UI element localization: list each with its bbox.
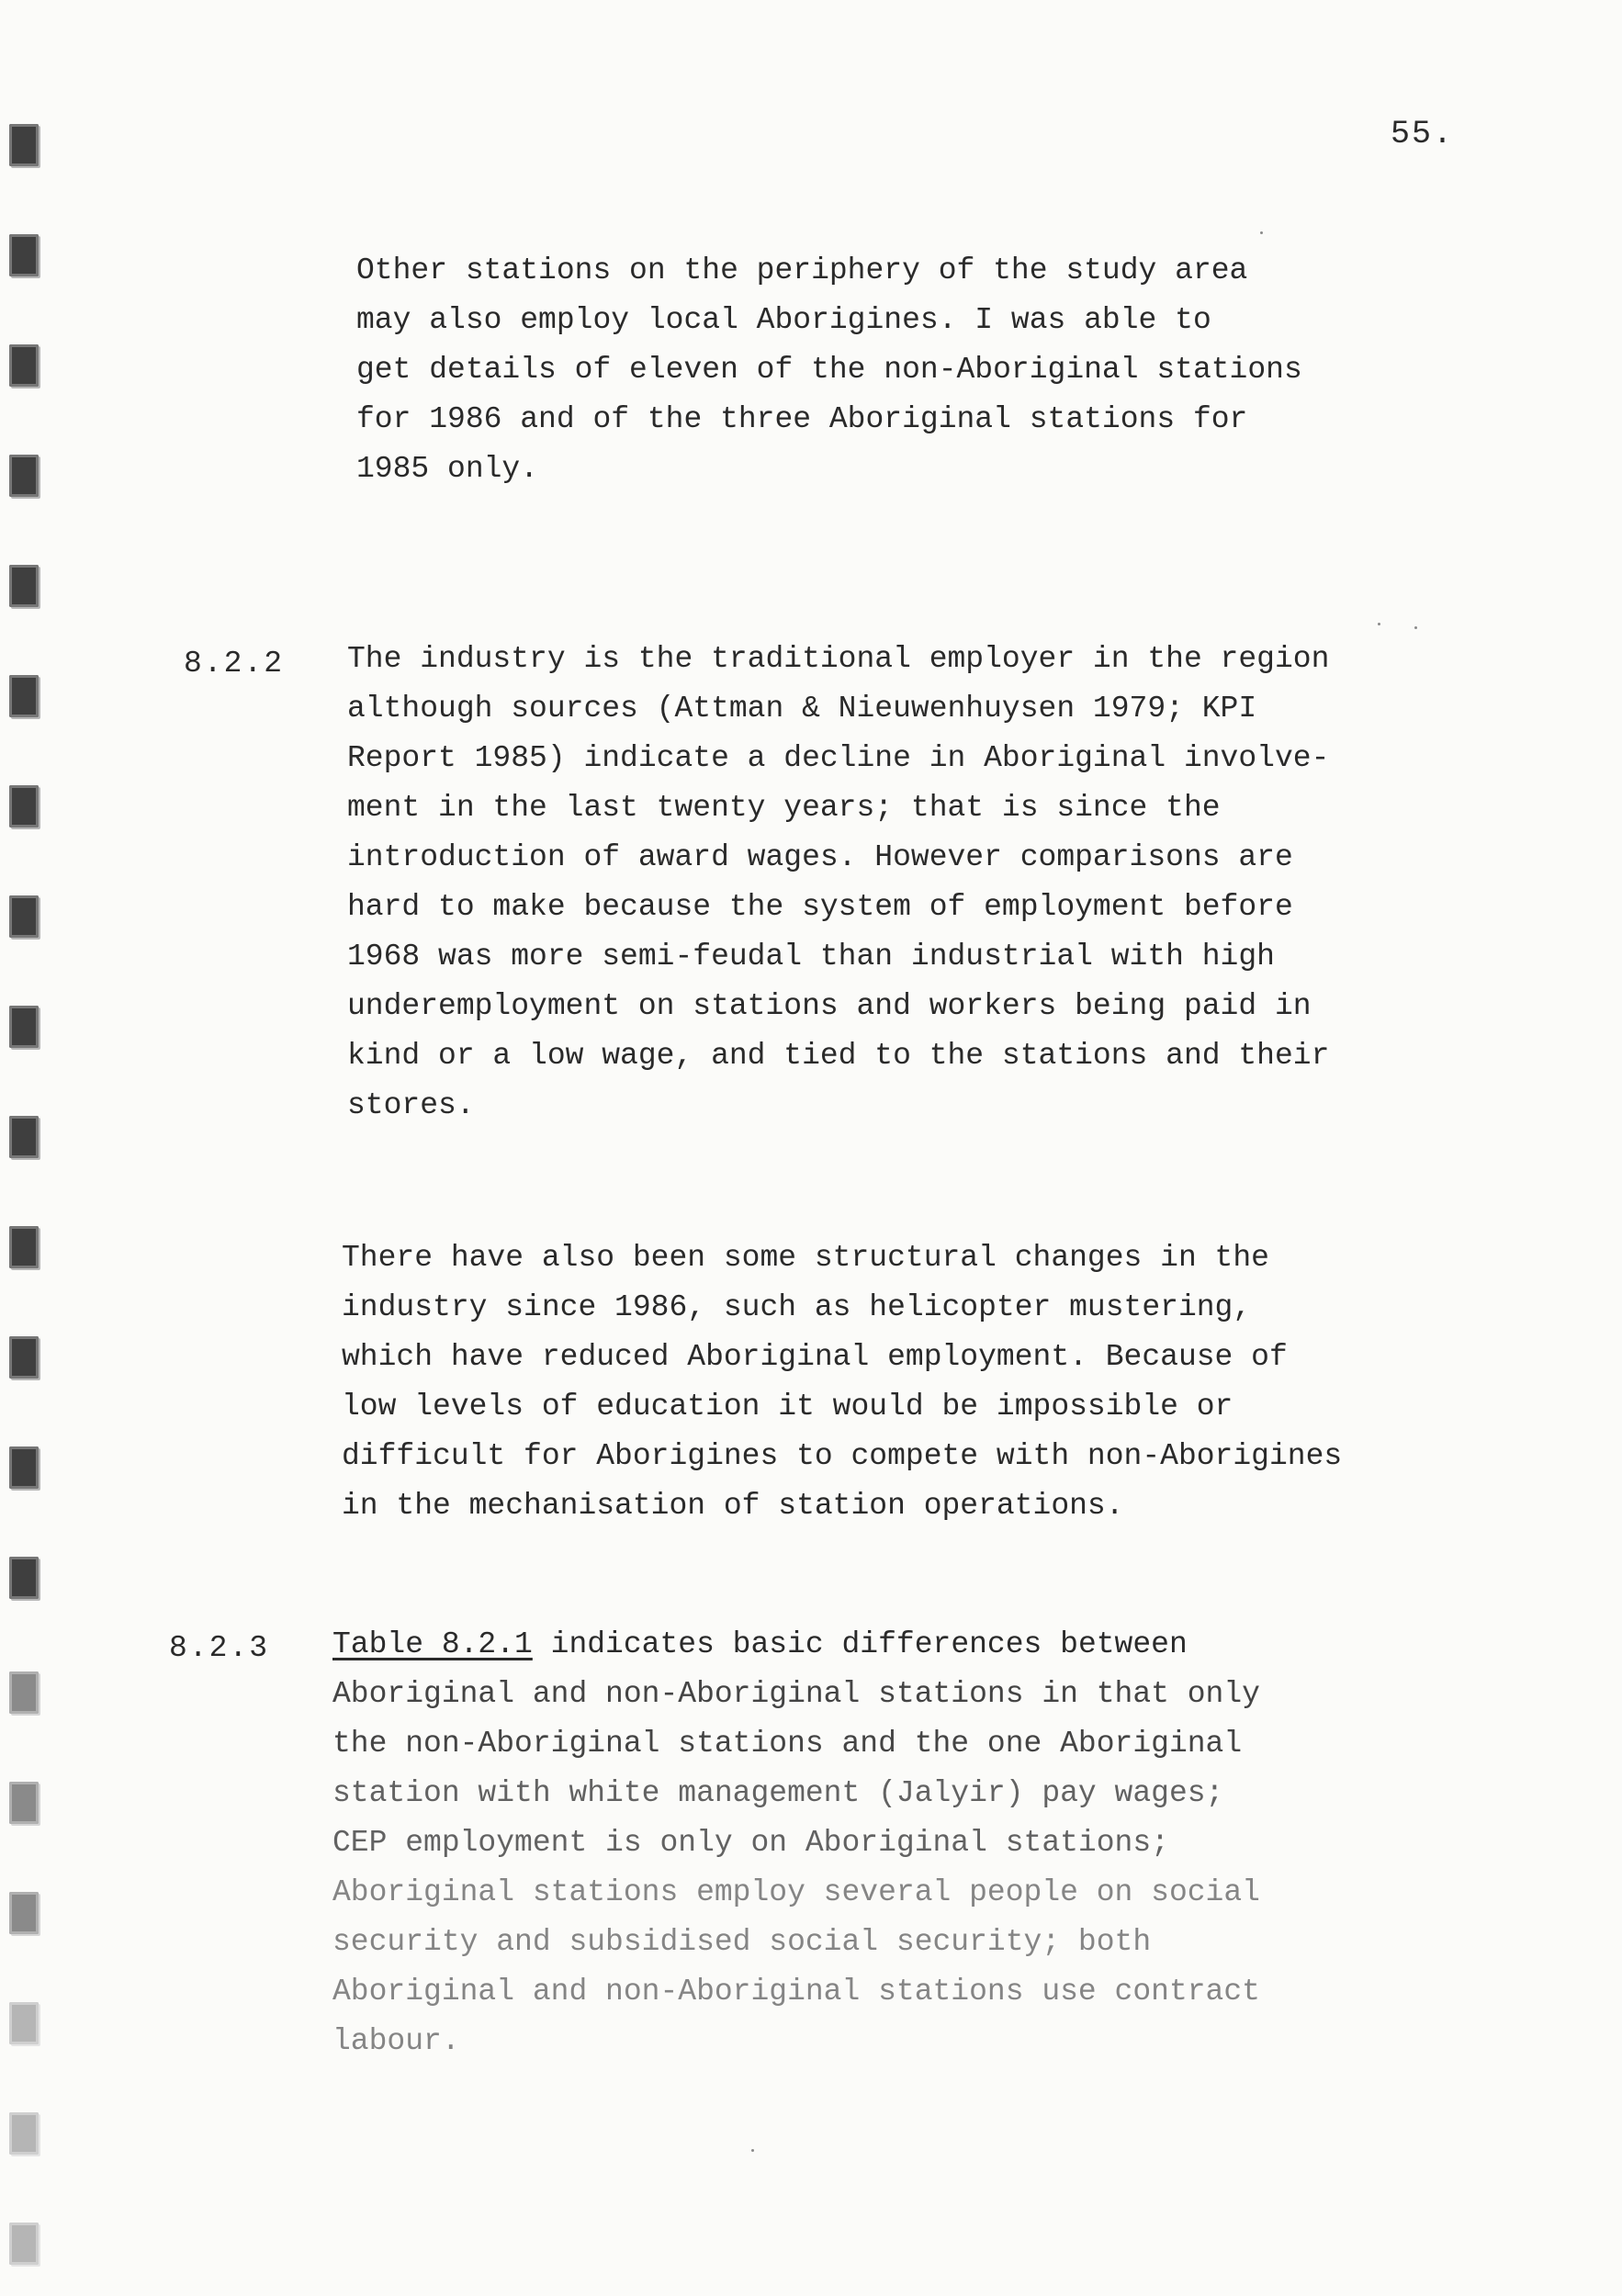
paragraph-line: low levels of education it would be impossible or bbox=[342, 1390, 1233, 1424]
table-reference-sentence: indicates basic differences between bbox=[532, 1627, 1188, 1661]
paragraph-line: industry since 1986, such as helicopter mustering, bbox=[342, 1290, 1252, 1324]
binding-hole bbox=[9, 1782, 39, 1824]
binding-hole bbox=[9, 455, 39, 497]
intro-line: get details of eleven of the non-Aboriginal stations bbox=[356, 353, 1302, 387]
binding-hole bbox=[9, 675, 39, 717]
binding-hole bbox=[9, 1557, 39, 1599]
binding-hole bbox=[9, 1006, 39, 1048]
binding-hole bbox=[9, 344, 39, 387]
paragraph-line: station with white management (Jalyir) pay wages; bbox=[332, 1776, 1224, 1810]
paragraph-line: kind or a low wage, and tied to the stations and their bbox=[347, 1039, 1330, 1073]
binding-hole bbox=[9, 1226, 39, 1268]
scan-speck bbox=[1378, 623, 1380, 625]
binding-hole bbox=[9, 1446, 39, 1489]
intro-line: Other stations on the periphery of the study area bbox=[356, 253, 1248, 287]
paragraph-line: difficult for Aborigines to compete with non-Aborigines bbox=[342, 1439, 1343, 1473]
binding-hole bbox=[9, 785, 39, 827]
paragraph-line: hard to make because the system of employment before bbox=[347, 890, 1293, 924]
binding-hole bbox=[9, 565, 39, 607]
paragraph-line: Report 1985) indicate a decline in Aboriginal involve- bbox=[347, 741, 1330, 775]
paragraph-line: ment in the last twenty years; that is since the bbox=[347, 791, 1221, 825]
binding-hole bbox=[9, 1116, 39, 1158]
scan-speck bbox=[751, 2149, 754, 2152]
section-8-2-2-paragraph-1 bbox=[347, 635, 1468, 1131]
binding-hole bbox=[9, 2112, 39, 2155]
intro-paragraph bbox=[356, 246, 1477, 494]
intro-line: for 1986 and of the three Aboriginal stations for bbox=[356, 402, 1248, 436]
binding-hole bbox=[9, 2223, 39, 2265]
paragraph-line: the non-Aboriginal stations and the one Aboriginal bbox=[332, 1727, 1243, 1761]
section-8-2-2-paragraph-2 bbox=[342, 1233, 1462, 1531]
binding-hole bbox=[9, 1892, 39, 1934]
paragraph-line: labour. bbox=[332, 2024, 460, 2058]
paragraph-line: The industry is the traditional employer in the region bbox=[347, 642, 1330, 676]
paragraph-line: Aboriginal and non-Aboriginal stations use contract bbox=[332, 1975, 1260, 2009]
binding-hole bbox=[9, 2002, 39, 2044]
scan-speck bbox=[1260, 231, 1263, 234]
page-number: 55. bbox=[1391, 116, 1455, 152]
scan-speck bbox=[1414, 626, 1417, 629]
intro-line: may also employ local Aborigines. I was able to bbox=[356, 303, 1211, 337]
binding-hole bbox=[9, 1336, 39, 1379]
paragraph-line: underemployment on stations and workers being paid in bbox=[347, 989, 1312, 1023]
paragraph-line: stores. bbox=[347, 1088, 475, 1122]
paragraph-line: There have also been some structural changes in the bbox=[342, 1241, 1269, 1275]
binding-hole bbox=[9, 895, 39, 938]
paragraph-line: introduction of award wages. However comparisons are bbox=[347, 840, 1293, 874]
section-8-2-3-paragraph bbox=[332, 1620, 1453, 2066]
paragraph-line: Aboriginal and non-Aboriginal stations in that only bbox=[332, 1677, 1260, 1711]
binding-hole bbox=[9, 234, 39, 276]
paragraph-line bbox=[332, 1620, 1453, 1670]
table-reference: Table 8.2.1 bbox=[332, 1627, 533, 1661]
paragraph-line: in the mechanisation of station operations. bbox=[342, 1489, 1124, 1523]
section-number: 8.2.3 bbox=[169, 1631, 270, 1665]
paragraph-line: which have reduced Aboriginal employment. Because of bbox=[342, 1340, 1288, 1374]
paragraph-line: CEP employment is only on Aboriginal stations; bbox=[332, 1826, 1169, 1860]
paragraph-line: security and subsidised social security; both bbox=[332, 1925, 1152, 1959]
intro-line: 1985 only. bbox=[356, 452, 539, 486]
paragraph-line: Aboriginal stations employ several people on social bbox=[332, 1875, 1260, 1909]
section-number: 8.2.2 bbox=[184, 647, 285, 681]
binding-hole bbox=[9, 124, 39, 166]
binding-holes bbox=[6, 0, 48, 2296]
binding-hole bbox=[9, 1671, 39, 1714]
paragraph-line: 1968 was more semi-feudal than industrial with high bbox=[347, 940, 1275, 974]
paragraph-line: although sources (Attman & Nieuwenhuysen 1979; KPI bbox=[347, 692, 1257, 726]
